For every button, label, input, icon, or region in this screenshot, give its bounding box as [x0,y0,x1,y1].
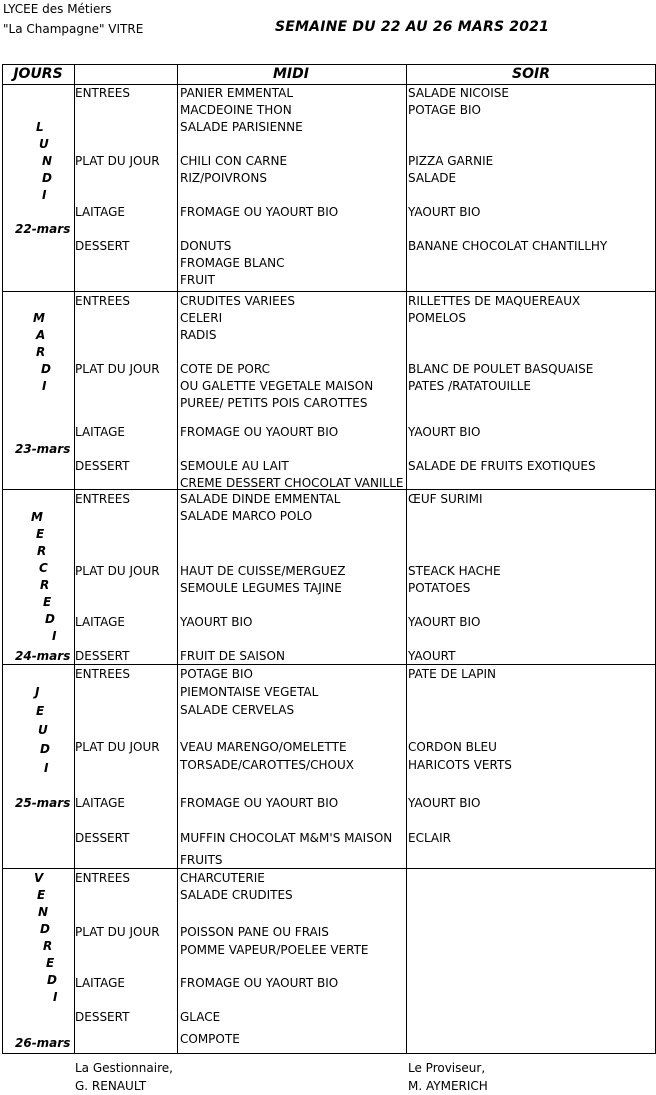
midi-dish: MUFFIN CHOCOLAT M&M'S MAISON [180,831,393,845]
soir-dish: CORDON BLEU [408,740,497,754]
day-letter: R [43,939,53,953]
column-header-soir: SOIR [512,66,550,82]
midi-dish: CHILI CON CARNE [180,154,288,168]
day-letter: E [37,888,46,902]
menu-category: PLAT DU JOUR [75,362,160,376]
midi-dish: FRUITS [180,853,223,867]
column-divider-soir [406,64,407,1053]
day-letter: C [39,561,48,575]
midi-dish: GLACE [180,1010,221,1024]
soir-dish: RILLETTES DE MAQUEREAUX [408,294,581,308]
midi-dish: RIZ/POIVRONS [180,171,267,185]
midi-dish: RADIS [180,328,217,342]
midi-dish: CRUDITES VARIEES [180,294,295,308]
day-date: 23-mars [15,442,71,456]
midi-dish: YAOURT BIO [180,615,253,629]
soir-dish: YAOURT BIO [408,425,481,439]
midi-dish: SALADE DINDE EMMENTAL [180,492,341,506]
midi-dish: PUREE/ PETITS POIS CAROTTES [180,396,368,410]
soir-dish: SALADE DE FRUITS EXOTIQUES [408,459,596,473]
day-letter: D [40,922,50,936]
day-letter: R [36,345,46,359]
signature-left-name: G. RENAULT [75,1079,147,1093]
midi-dish: FROMAGE BLANC [180,256,285,270]
day-letter: U [39,137,49,151]
day-letter: J [35,685,40,699]
menu-category: LAITAGE [75,976,125,990]
midi-dish: SALADE PARISIENNE [180,120,303,134]
midi-dish: VEAU MARENGO/OMELETTE [180,740,347,754]
signature-right-name: M. AYMERICH [408,1079,488,1093]
day-date: 24-mars [15,649,71,663]
midi-dish: PIEMONTAISE VEGETAL [180,685,319,699]
day-separator [2,868,656,869]
midi-dish: SALADE CERVELAS [180,703,295,717]
day-letter: D [47,973,57,987]
menu-category: PLAT DU JOUR [75,564,160,578]
soir-dish: BANANE CHOCOLAT CHANTILLHY [408,239,608,253]
soir-dish: YAOURT BIO [408,796,481,810]
day-letter: I [44,761,49,775]
day-letter: D [45,612,55,626]
day-letter: R [37,544,47,558]
day-letter: I [52,629,57,643]
soir-dish: PATES /RATATOUILLE [408,379,531,393]
day-letter: M [31,510,43,524]
day-separator [2,291,656,292]
midi-dish: CELERI [180,311,223,325]
midi-dish: DONUTS [180,239,232,253]
school-subtitle: "La Champagne" VITRE [3,22,144,36]
day-letter: D [40,742,50,756]
midi-dish: SALADE CRUDITES [180,888,293,902]
menu-category: DESSERT [75,1010,130,1024]
soir-dish: YAOURT BIO [408,615,481,629]
menu-category: PLAT DU JOUR [75,740,160,754]
midi-dish: OU GALETTE VEGETALE MAISON [180,379,374,393]
day-letter: I [53,990,58,1004]
midi-dish: POTAGE BIO [180,667,253,681]
signature-right-title: Le Proviseur, [408,1061,486,1075]
day-letter: M [33,311,45,325]
day-letter: A [36,328,46,342]
midi-dish: POMME VAPEUR/POELEE VERTE [180,943,369,957]
midi-dish: MACDEOINE THON [180,103,292,117]
day-letter: E [36,704,45,718]
midi-dish: FROMAGE OU YAOURT BIO [180,425,339,439]
school-name: LYCEE des Métiers [3,2,112,16]
midi-dish: SALADE MARCO POLO [180,509,313,523]
menu-category: ENTREES [75,294,131,308]
day-letter: N [38,905,49,919]
soir-dish: POMELOS [408,311,466,325]
soir-dish: PATE DE LAPIN [408,667,497,681]
soir-dish: YAOURT [408,649,456,663]
menu-category: LAITAGE [75,796,125,810]
table-top-border [2,64,656,65]
column-divider-midi [177,64,178,1053]
midi-dish: COMPOTE [180,1032,240,1046]
soir-dish: PIZZA GARNIE [408,154,494,168]
soir-dish: POTAGE BIO [408,103,481,117]
day-letter: R [40,578,50,592]
column-header-jours: JOURS [13,66,63,82]
midi-dish: SEMOULE LEGUMES TAJINE [180,581,342,595]
signature-left-title: La Gestionnaire, [75,1061,173,1075]
day-letter: I [42,379,47,393]
menu-category: DESSERT [75,649,130,663]
soir-dish: YAOURT BIO [408,205,481,219]
day-letter: E [46,956,55,970]
midi-dish: FROMAGE OU YAOURT BIO [180,796,339,810]
soir-dish: POTATOES [408,581,471,595]
day-date: 25-mars [15,796,71,810]
menu-category: DESSERT [75,459,130,473]
day-letter: L [36,120,44,134]
midi-dish: PANIER EMMENTAL [180,86,294,100]
table-header-border [2,84,656,85]
day-letter: D [41,362,51,376]
column-header-midi: MIDI [273,66,309,82]
day-letter: V [34,871,44,885]
midi-dish: FROMAGE OU YAOURT BIO [180,976,339,990]
day-date: 26-mars [15,1036,71,1050]
menu-category: DESSERT [75,831,130,845]
day-separator [2,664,656,665]
menu-category: PLAT DU JOUR [75,925,160,939]
soir-dish: HARICOTS VERTS [408,758,512,772]
menu-category: ENTREES [75,86,131,100]
midi-dish: FRUIT [180,273,215,287]
day-letter: N [42,154,53,168]
midi-dish: POISSON PANE OU FRAIS [180,925,329,939]
menu-category: ENTREES [75,871,131,885]
soir-dish: BLANC DE POULET BASQUAISE [408,362,594,376]
day-letter: D [42,171,52,185]
soir-dish: SALADE [408,171,457,185]
midi-dish: SEMOULE AU LAIT [180,459,289,473]
menu-category: ENTREES [75,667,131,681]
midi-dish: COTE DE PORC [180,362,270,376]
day-separator [2,1053,656,1054]
day-date: 22-mars [15,222,71,236]
midi-dish: CREME DESSERT CHOCOLAT VANILLE [180,476,404,490]
table-left-border [2,64,3,1053]
day-letter: E [43,595,52,609]
day-letter: E [36,527,45,541]
midi-dish: CHARCUTERIE [180,871,265,885]
menu-category: LAITAGE [75,615,125,629]
menu-category: LAITAGE [75,205,125,219]
menu-category: DESSERT [75,239,130,253]
soir-dish: STEACK HACHE [408,564,501,578]
menu-category: LAITAGE [75,425,125,439]
day-letter: U [38,723,48,737]
menu-category: ENTREES [75,492,131,506]
midi-dish: FRUIT DE SAISON [180,649,285,663]
menu-category: PLAT DU JOUR [75,154,160,168]
midi-dish: FROMAGE OU YAOURT BIO [180,205,339,219]
day-letter: I [42,188,47,202]
midi-dish: TORSADE/CAROTTES/CHOUX [180,758,354,772]
soir-dish: ŒUF SURIMI [408,492,483,506]
week-title: SEMAINE DU 22 AU 26 MARS 2021 [275,19,550,35]
soir-dish: SALADE NICOISE [408,86,509,100]
midi-dish: HAUT DE CUISSE/MERGUEZ [180,564,346,578]
soir-dish: ECLAIR [408,831,452,845]
